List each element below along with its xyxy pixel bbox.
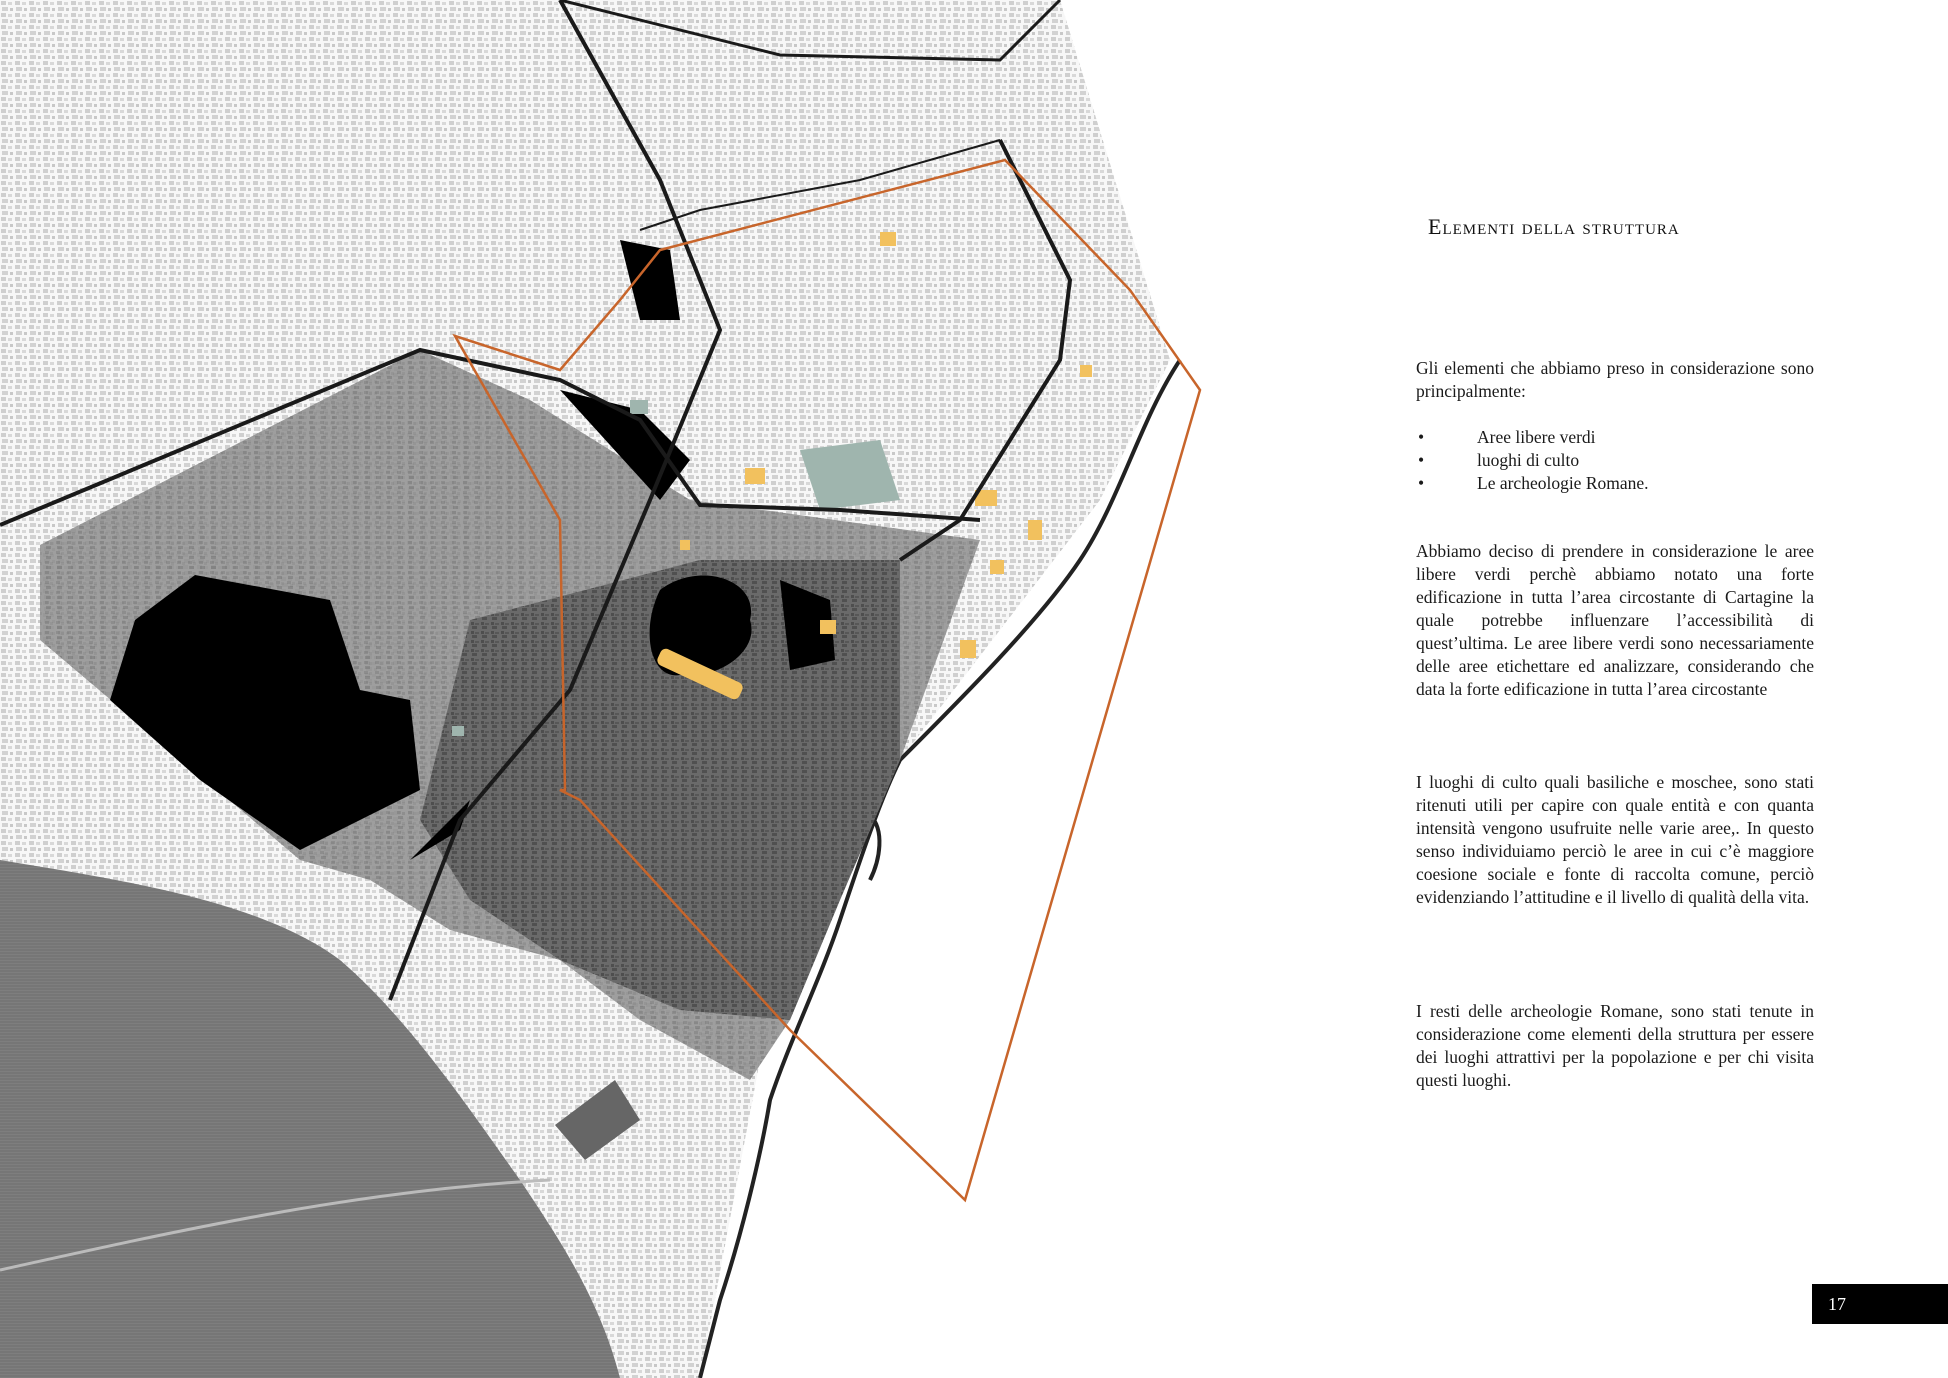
page-number: 17 — [1812, 1284, 1948, 1324]
list-item: • Le archeologie Romane. — [1416, 472, 1814, 495]
paragraph-worship: I luoghi di culto quali basiliche e moschee, sono stati ritenuti utili per capire con quale entità e con quanta intensità vengono usufruite nelle varie aree,. In questo senso individuiamo perciò le aree in cui c’è maggiore coesione sociale e fonte di raccolta comune, perciò evidenziando l’attitudine e il livello di qualità della vita. — [1416, 772, 1814, 907]
worship-site — [820, 620, 836, 634]
list-item: • luoghi di culto — [1416, 449, 1814, 472]
worship-site — [960, 640, 976, 658]
green-area — [452, 726, 464, 736]
worship-site — [745, 468, 765, 484]
worship-site — [990, 560, 1004, 574]
worship-site — [1080, 365, 1092, 377]
paragraph-archaeology: I resti delle archeologie Romane, sono stati tenute in considerazione come elementi della struttura per essere dei luoghi attrattivi per la popolazione e per chi visita questi luoghi. — [1416, 1001, 1814, 1090]
page-title: Elementi della struttura — [1428, 214, 1680, 239]
list-item: • Aree libere verdi — [1416, 426, 1814, 449]
worship-site — [880, 232, 896, 246]
worship-site — [1028, 520, 1042, 540]
element-list — [1416, 426, 1814, 495]
paragraph-green-areas: Abbiamo deciso di prendere in considerazione le aree libere verdi perchè abbiamo notato una forte edificazione in tutta l’area circostante di Cartagine la quale potrebbe influenzare l’accessibilità di quest’ultima. Le aree libere verdi sono necessariamente delle aree etichettare ed analizzare, considerando che data la forte edificazione in tutta l’area circostante — [1416, 541, 1814, 699]
worship-site — [680, 540, 690, 550]
intro-paragraph: Gli elementi che abbiamo preso in considerazione sono principalmente: — [1416, 358, 1814, 401]
green-area — [630, 400, 648, 414]
